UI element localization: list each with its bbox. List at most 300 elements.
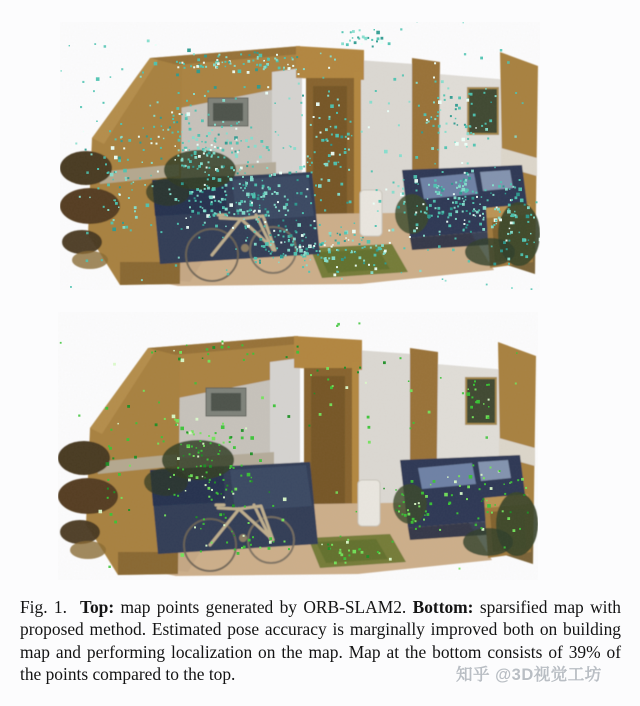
map-point <box>197 195 199 197</box>
map-point <box>193 93 195 95</box>
map-point <box>209 465 212 468</box>
map-point <box>508 208 510 210</box>
map-point <box>188 200 190 202</box>
map-point <box>354 234 356 236</box>
map-point <box>219 513 222 516</box>
map-point <box>331 134 333 136</box>
map-point <box>250 436 254 440</box>
map-point <box>462 185 464 187</box>
map-point <box>446 221 448 223</box>
map-point <box>348 239 350 241</box>
map-point <box>328 251 331 254</box>
map-point <box>237 213 239 215</box>
map-point <box>362 237 364 239</box>
map-point <box>225 56 227 58</box>
map-point <box>427 249 429 251</box>
map-point <box>360 237 362 239</box>
map-point <box>252 353 254 355</box>
map-point <box>467 486 470 489</box>
map-point <box>195 200 197 202</box>
map-point <box>309 165 310 166</box>
map-point <box>218 444 220 446</box>
map-point <box>96 121 98 123</box>
map-point <box>286 356 288 358</box>
map-point <box>60 342 62 344</box>
map-point <box>200 65 203 68</box>
map-point <box>142 72 144 74</box>
map-point <box>283 253 285 255</box>
map-point <box>325 241 327 243</box>
map-point <box>191 154 193 156</box>
map-point <box>97 187 99 189</box>
map-point <box>224 191 226 193</box>
map-point <box>188 140 190 142</box>
map-point <box>337 99 339 101</box>
map-point <box>143 149 145 151</box>
map-point <box>216 169 219 172</box>
map-point <box>473 208 475 210</box>
map-point <box>337 242 340 245</box>
map-point <box>250 452 253 455</box>
map-point <box>269 537 272 540</box>
map-point <box>175 145 177 147</box>
map-point <box>198 237 200 239</box>
map-point <box>257 161 259 163</box>
map-point <box>206 155 208 157</box>
map-point <box>482 213 484 215</box>
map-point <box>429 502 432 505</box>
map-point <box>520 253 523 256</box>
map-point <box>403 203 405 205</box>
map-point <box>205 141 207 143</box>
map-point <box>179 351 182 354</box>
map-point <box>280 242 282 244</box>
map-point <box>185 149 187 151</box>
map-point <box>377 37 380 40</box>
map-point <box>468 221 470 223</box>
map-point <box>279 230 281 232</box>
map-point <box>488 399 490 401</box>
map-point <box>421 131 423 133</box>
map-point <box>317 254 319 256</box>
map-point <box>448 213 452 217</box>
map-point <box>321 178 323 180</box>
map-point <box>306 264 308 266</box>
map-point <box>340 536 342 538</box>
map-point <box>234 549 236 551</box>
map-point <box>440 109 442 111</box>
map-point <box>319 117 321 119</box>
map-point <box>224 214 226 216</box>
map-point <box>222 121 224 123</box>
map-point <box>510 222 513 225</box>
map-point <box>178 200 180 202</box>
map-point <box>345 136 347 138</box>
map-point <box>470 231 472 233</box>
map-point <box>526 215 530 219</box>
map-point <box>510 183 512 185</box>
map-point <box>225 208 228 211</box>
map-point <box>418 105 420 107</box>
map-point <box>123 147 125 149</box>
map-point <box>470 132 472 134</box>
map-point <box>187 444 189 446</box>
map-point <box>268 187 271 190</box>
map-point <box>486 284 488 286</box>
map-point <box>290 234 293 237</box>
map-point <box>509 188 511 190</box>
map-point <box>451 183 453 185</box>
map-point <box>452 202 454 204</box>
map-point <box>83 131 85 133</box>
map-point <box>86 260 89 263</box>
map-point <box>179 136 181 138</box>
map-point <box>219 450 221 452</box>
map-point <box>225 142 228 145</box>
map-point <box>383 488 385 490</box>
map-point <box>297 179 299 181</box>
map-point <box>208 360 211 363</box>
map-point <box>211 542 213 544</box>
map-point <box>380 40 384 44</box>
map-point <box>421 492 424 495</box>
map-point <box>328 154 331 157</box>
map-point <box>324 209 326 211</box>
map-point <box>344 232 347 235</box>
map-point <box>427 215 431 219</box>
map-point <box>225 226 227 228</box>
map-point <box>254 243 257 246</box>
map-point <box>487 417 489 419</box>
map-point <box>271 174 273 176</box>
map-point <box>222 423 224 425</box>
map-point <box>243 535 245 537</box>
map-point <box>437 191 439 193</box>
map-point <box>401 272 402 273</box>
map-point <box>358 38 360 40</box>
map-point <box>208 152 211 155</box>
map-point <box>256 69 258 71</box>
map-point <box>259 547 261 549</box>
map-point <box>232 227 234 229</box>
map-point <box>186 345 188 347</box>
map-point <box>425 495 428 498</box>
map-point <box>455 210 458 213</box>
map-point <box>254 51 256 53</box>
map-point <box>270 241 272 243</box>
map-point <box>173 121 175 123</box>
map-point <box>238 70 242 74</box>
map-point <box>197 58 200 61</box>
map-point <box>134 210 136 212</box>
map-point <box>340 226 342 228</box>
map-point <box>248 197 250 199</box>
map-point <box>343 557 346 560</box>
map-point <box>472 416 474 418</box>
map-point <box>426 208 428 210</box>
map-point <box>519 528 521 530</box>
map-point <box>432 125 434 127</box>
map-point <box>321 544 323 546</box>
zhihu-watermark: 知乎 @3D视觉工坊 <box>456 666 602 684</box>
map-point <box>316 102 320 106</box>
map-point <box>499 219 502 222</box>
map-point <box>404 514 407 517</box>
map-point <box>512 186 514 188</box>
map-point <box>507 61 510 64</box>
map-point <box>196 188 199 191</box>
map-point <box>345 562 347 564</box>
map-point <box>257 197 260 200</box>
map-point <box>293 147 296 150</box>
map-point <box>339 154 341 156</box>
map-point <box>207 459 209 461</box>
sparse-map-pointcloud-image <box>58 312 538 580</box>
map-point <box>187 166 190 169</box>
map-point <box>222 206 225 209</box>
map-point <box>221 493 223 495</box>
map-point <box>251 480 253 482</box>
map-point <box>151 352 153 354</box>
map-point <box>337 193 340 196</box>
map-point <box>452 249 455 252</box>
map-point <box>113 363 116 366</box>
map-point <box>214 138 216 140</box>
map-point <box>245 240 247 242</box>
map-point <box>301 114 303 116</box>
map-point <box>530 214 532 216</box>
map-point <box>388 102 390 104</box>
map-point <box>315 185 317 187</box>
map-point <box>177 467 179 469</box>
map-point <box>256 64 258 66</box>
map-point <box>483 477 485 479</box>
map-point <box>233 467 235 469</box>
map-point <box>462 392 464 394</box>
map-point <box>348 550 350 552</box>
caption-run: sparsified map with proposed method. Estimated pose accuracy is marginally improved both on building map and performing localization on the map. Map at the bottom consists of 39% of the points compared to the top. <box>20 597 622 685</box>
map-point <box>134 456 137 459</box>
map-point <box>437 115 439 117</box>
map-point <box>539 238 540 242</box>
map-point <box>156 143 158 145</box>
map-point <box>442 278 444 280</box>
map-point <box>533 217 535 219</box>
map-point <box>473 214 475 216</box>
map-point <box>527 221 529 223</box>
map-point <box>211 499 213 501</box>
map-point <box>424 514 426 516</box>
map-point <box>403 247 405 249</box>
map-point <box>467 132 470 135</box>
map-point <box>441 213 443 215</box>
map-point <box>483 217 485 219</box>
map-point <box>368 126 370 128</box>
map-point <box>423 235 425 237</box>
map-point <box>248 539 251 542</box>
map-point <box>203 209 206 212</box>
map-point <box>223 513 225 515</box>
map-point <box>183 165 186 168</box>
map-point <box>468 389 470 391</box>
map-point <box>439 187 441 189</box>
map-point <box>435 81 437 83</box>
map-point <box>344 367 346 369</box>
map-point <box>265 214 268 217</box>
map-point <box>182 149 184 151</box>
map-point <box>491 512 493 514</box>
map-point <box>142 162 144 164</box>
map-point <box>150 224 152 226</box>
map-point <box>448 224 451 227</box>
map-point <box>519 179 521 181</box>
map-point <box>171 111 173 113</box>
map-point <box>402 513 404 515</box>
map-point <box>200 432 202 434</box>
map-point <box>160 158 162 160</box>
map-point <box>96 77 100 81</box>
map-point <box>342 31 344 33</box>
map-point <box>140 76 142 78</box>
map-point <box>514 211 516 213</box>
map-point <box>176 121 178 123</box>
map-point <box>231 152 233 154</box>
map-point <box>122 222 124 224</box>
map-point <box>196 476 199 479</box>
map-point <box>217 156 219 158</box>
map-point <box>321 257 323 259</box>
map-point <box>278 67 281 70</box>
map-point <box>80 106 82 108</box>
map-point <box>321 139 324 142</box>
map-point <box>115 138 117 140</box>
map-point <box>345 249 347 251</box>
map-point <box>175 159 177 161</box>
map-point <box>210 442 212 444</box>
map-point <box>283 69 285 71</box>
map-point <box>520 199 524 203</box>
map-point <box>218 453 220 455</box>
map-point <box>200 162 203 165</box>
map-point <box>332 256 336 260</box>
map-point <box>246 165 248 167</box>
map-point <box>395 489 397 491</box>
map-point <box>112 457 114 459</box>
map-point <box>230 125 232 127</box>
map-point <box>121 136 123 138</box>
map-point <box>158 402 160 404</box>
map-point <box>375 245 377 247</box>
map-point <box>228 212 230 214</box>
map-point <box>479 215 481 217</box>
map-point <box>508 263 510 265</box>
map-point <box>416 205 418 207</box>
map-point <box>221 425 225 429</box>
map-point <box>196 516 198 518</box>
map-point <box>393 78 396 81</box>
map-point <box>236 142 239 145</box>
map-point <box>231 491 233 493</box>
map-point <box>437 216 439 218</box>
map-point <box>433 200 436 203</box>
map-point <box>268 251 270 253</box>
map-point <box>110 173 114 177</box>
map-point <box>326 138 328 140</box>
map-point <box>387 110 389 112</box>
map-point <box>506 248 508 250</box>
map-point <box>203 62 205 64</box>
map-point <box>187 49 191 53</box>
map-point <box>481 196 483 198</box>
map-point <box>278 134 280 136</box>
map-point <box>348 149 350 151</box>
map-point <box>431 147 434 150</box>
map-point <box>193 66 195 68</box>
map-point <box>243 219 245 221</box>
map-point <box>447 476 449 478</box>
map-point <box>259 207 261 209</box>
map-point <box>490 487 493 490</box>
map-point <box>203 149 206 152</box>
map-point <box>202 191 204 193</box>
map-point <box>229 142 232 145</box>
map-point <box>170 476 172 478</box>
map-point <box>157 443 159 445</box>
map-point <box>289 67 291 69</box>
map-point <box>454 207 456 209</box>
map-point <box>240 53 242 55</box>
map-point <box>419 270 421 272</box>
map-point <box>177 131 179 133</box>
map-point <box>282 519 285 522</box>
map-point <box>392 191 395 194</box>
map-point <box>444 493 448 497</box>
map-point <box>107 479 109 481</box>
map-point <box>313 220 315 222</box>
map-point <box>180 444 182 446</box>
map-point <box>181 165 183 167</box>
map-point <box>299 249 303 253</box>
map-point <box>466 210 468 212</box>
map-point <box>131 183 133 185</box>
map-point <box>433 77 435 79</box>
map-point <box>344 148 346 150</box>
map-point <box>374 267 377 270</box>
map-point <box>437 207 440 210</box>
map-point <box>236 139 238 141</box>
map-point <box>258 210 261 213</box>
map-point <box>158 136 160 138</box>
map-point <box>255 219 257 221</box>
map-point <box>503 484 505 486</box>
map-point <box>300 192 303 195</box>
map-point <box>493 263 496 266</box>
map-point <box>128 509 130 511</box>
map-point <box>111 146 115 150</box>
map-point <box>483 403 485 405</box>
map-point <box>371 271 374 274</box>
map-point <box>397 185 399 187</box>
map-point <box>302 212 304 214</box>
map-point <box>467 174 469 176</box>
map-point <box>249 209 251 211</box>
map-point <box>108 171 110 173</box>
map-point <box>314 243 316 245</box>
map-point <box>475 215 477 217</box>
map-point <box>284 196 286 198</box>
map-point <box>151 162 153 164</box>
map-point <box>336 135 338 137</box>
